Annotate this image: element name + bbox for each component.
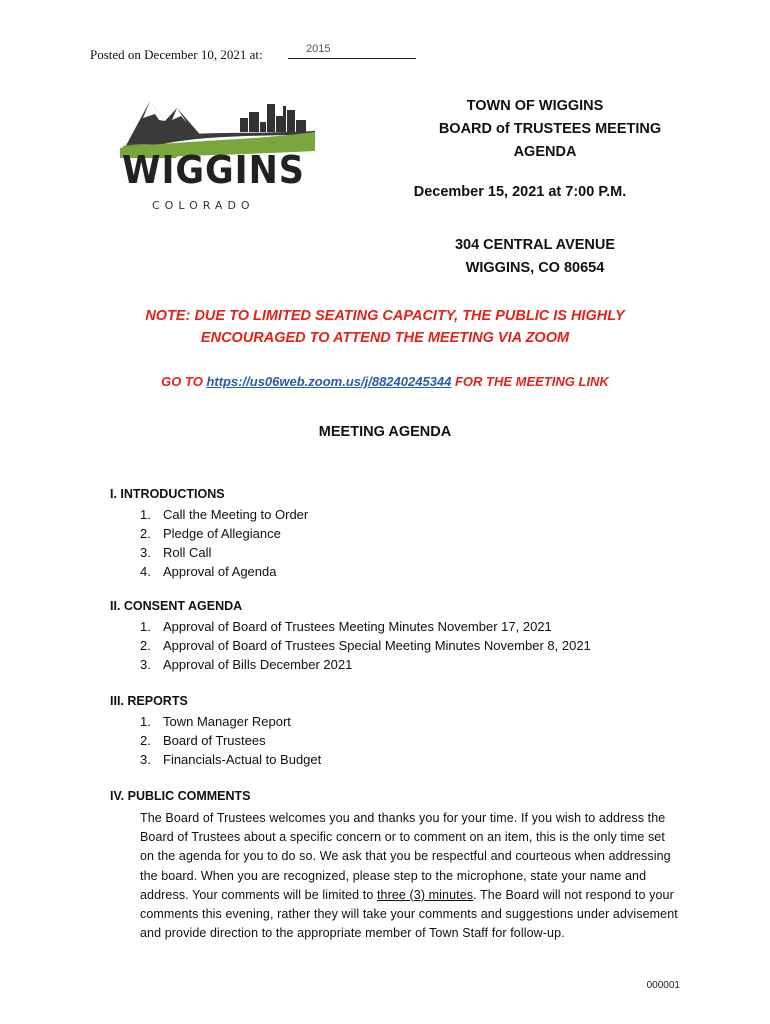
item-text: Pledge of Allegiance	[163, 526, 281, 541]
item-number: 2.	[140, 638, 151, 653]
section-reports: III. REPORTS	[110, 694, 188, 708]
page-number: 000001	[646, 980, 680, 991]
logo-state: COLORADO	[152, 199, 255, 212]
address-street: 304 CENTRAL AVENUE	[454, 237, 616, 253]
item-text: Approval of Board of Trustees Meeting Minutes November 17, 2021	[163, 619, 552, 634]
item-number: 2.	[140, 526, 151, 541]
introductions-list	[140, 505, 308, 581]
item-number: 2.	[140, 733, 151, 748]
zoom-link[interactable]: https://us06web.zoom.us/j/88240245344	[206, 374, 452, 389]
item-number: 1.	[140, 507, 151, 522]
list-item	[140, 617, 591, 636]
posted-label: Posted on December 10, 2021 at:	[90, 47, 263, 62]
posted-time: 2015	[288, 43, 416, 59]
header-board: BOARD of TRUSTEES MEETING	[438, 121, 662, 137]
item-text: Approval of Board of Trustees Special Meeting Minutes November 8, 2021	[163, 638, 591, 653]
zoom-suffix: FOR THE MEETING LINK	[451, 374, 609, 389]
item-number: 1.	[140, 714, 151, 729]
note-line-2: ENCOURAGED TO ATTEND THE MEETING VIA ZOOM	[200, 330, 570, 346]
list-item	[140, 543, 308, 562]
public-comments-text	[140, 809, 680, 943]
item-text: Roll Call	[163, 545, 212, 560]
zoom-prefix: GO TO	[161, 374, 207, 389]
note-line-1: NOTE: DUE TO LIMITED SEATING CAPACITY, THE PUBLIC IS HIGHLY	[145, 308, 625, 324]
section-consent-agenda: II. CONSENT AGENDA	[110, 599, 243, 613]
item-text: Approval of Bills December 2021	[163, 657, 353, 672]
item-number: 3.	[140, 657, 151, 672]
item-number: 3.	[140, 752, 151, 767]
meeting-datetime: December 15, 2021 at 7:00 P.M.	[413, 184, 627, 200]
list-item	[140, 562, 308, 581]
item-number: 3.	[140, 545, 151, 560]
zoom-instruction	[0, 374, 770, 389]
header-agenda: AGENDA	[513, 144, 577, 160]
comments-text-before: The Board of Trustees welcomes you and thanks you for your time. If you wish to address the Board of Trustees about a specific concern or to comment on an item, this is the only time set on the agenda for you to do so. We ask that you be respectful and courteous when addressing the board. When you are recognized, please step to the microphone, state your name and address. Your comments will be limited to	[140, 811, 671, 902]
list-item	[140, 655, 591, 674]
comments-time-limit: three (3) minutes	[376, 887, 474, 902]
list-item	[140, 505, 308, 524]
list-item	[140, 750, 321, 769]
item-number: 1.	[140, 619, 151, 634]
item-text: Town Manager Report	[163, 714, 291, 729]
item-text: Call the Meeting to Order	[163, 507, 309, 522]
list-item	[140, 712, 321, 731]
item-text: Approval of Agenda	[163, 564, 277, 579]
section-public-comments: IV. PUBLIC COMMENTS	[110, 789, 251, 803]
item-text: Financials-Actual to Budget	[163, 752, 322, 767]
comments-text-after: . The Board will not respond to your comments this evening, rather they will take your comments and suggestions under advisement and provide direction to the appropriate member of Town Staff for follow-up.	[140, 887, 678, 941]
header-town: TOWN OF WIGGINS	[466, 98, 604, 114]
address-city: WIGGINS, CO 80654	[465, 260, 605, 276]
list-item	[140, 731, 321, 750]
item-text: Board of Trustees	[163, 733, 266, 748]
list-item	[140, 524, 308, 543]
agenda-title: MEETING AGENDA	[318, 424, 452, 440]
item-number: 4.	[140, 564, 151, 579]
list-item	[140, 636, 591, 655]
consent-agenda-list	[140, 617, 591, 674]
section-introductions: I. INTRODUCTIONS	[110, 487, 225, 501]
reports-list	[140, 712, 321, 769]
logo-wordmark: WIGGINS	[122, 148, 305, 192]
